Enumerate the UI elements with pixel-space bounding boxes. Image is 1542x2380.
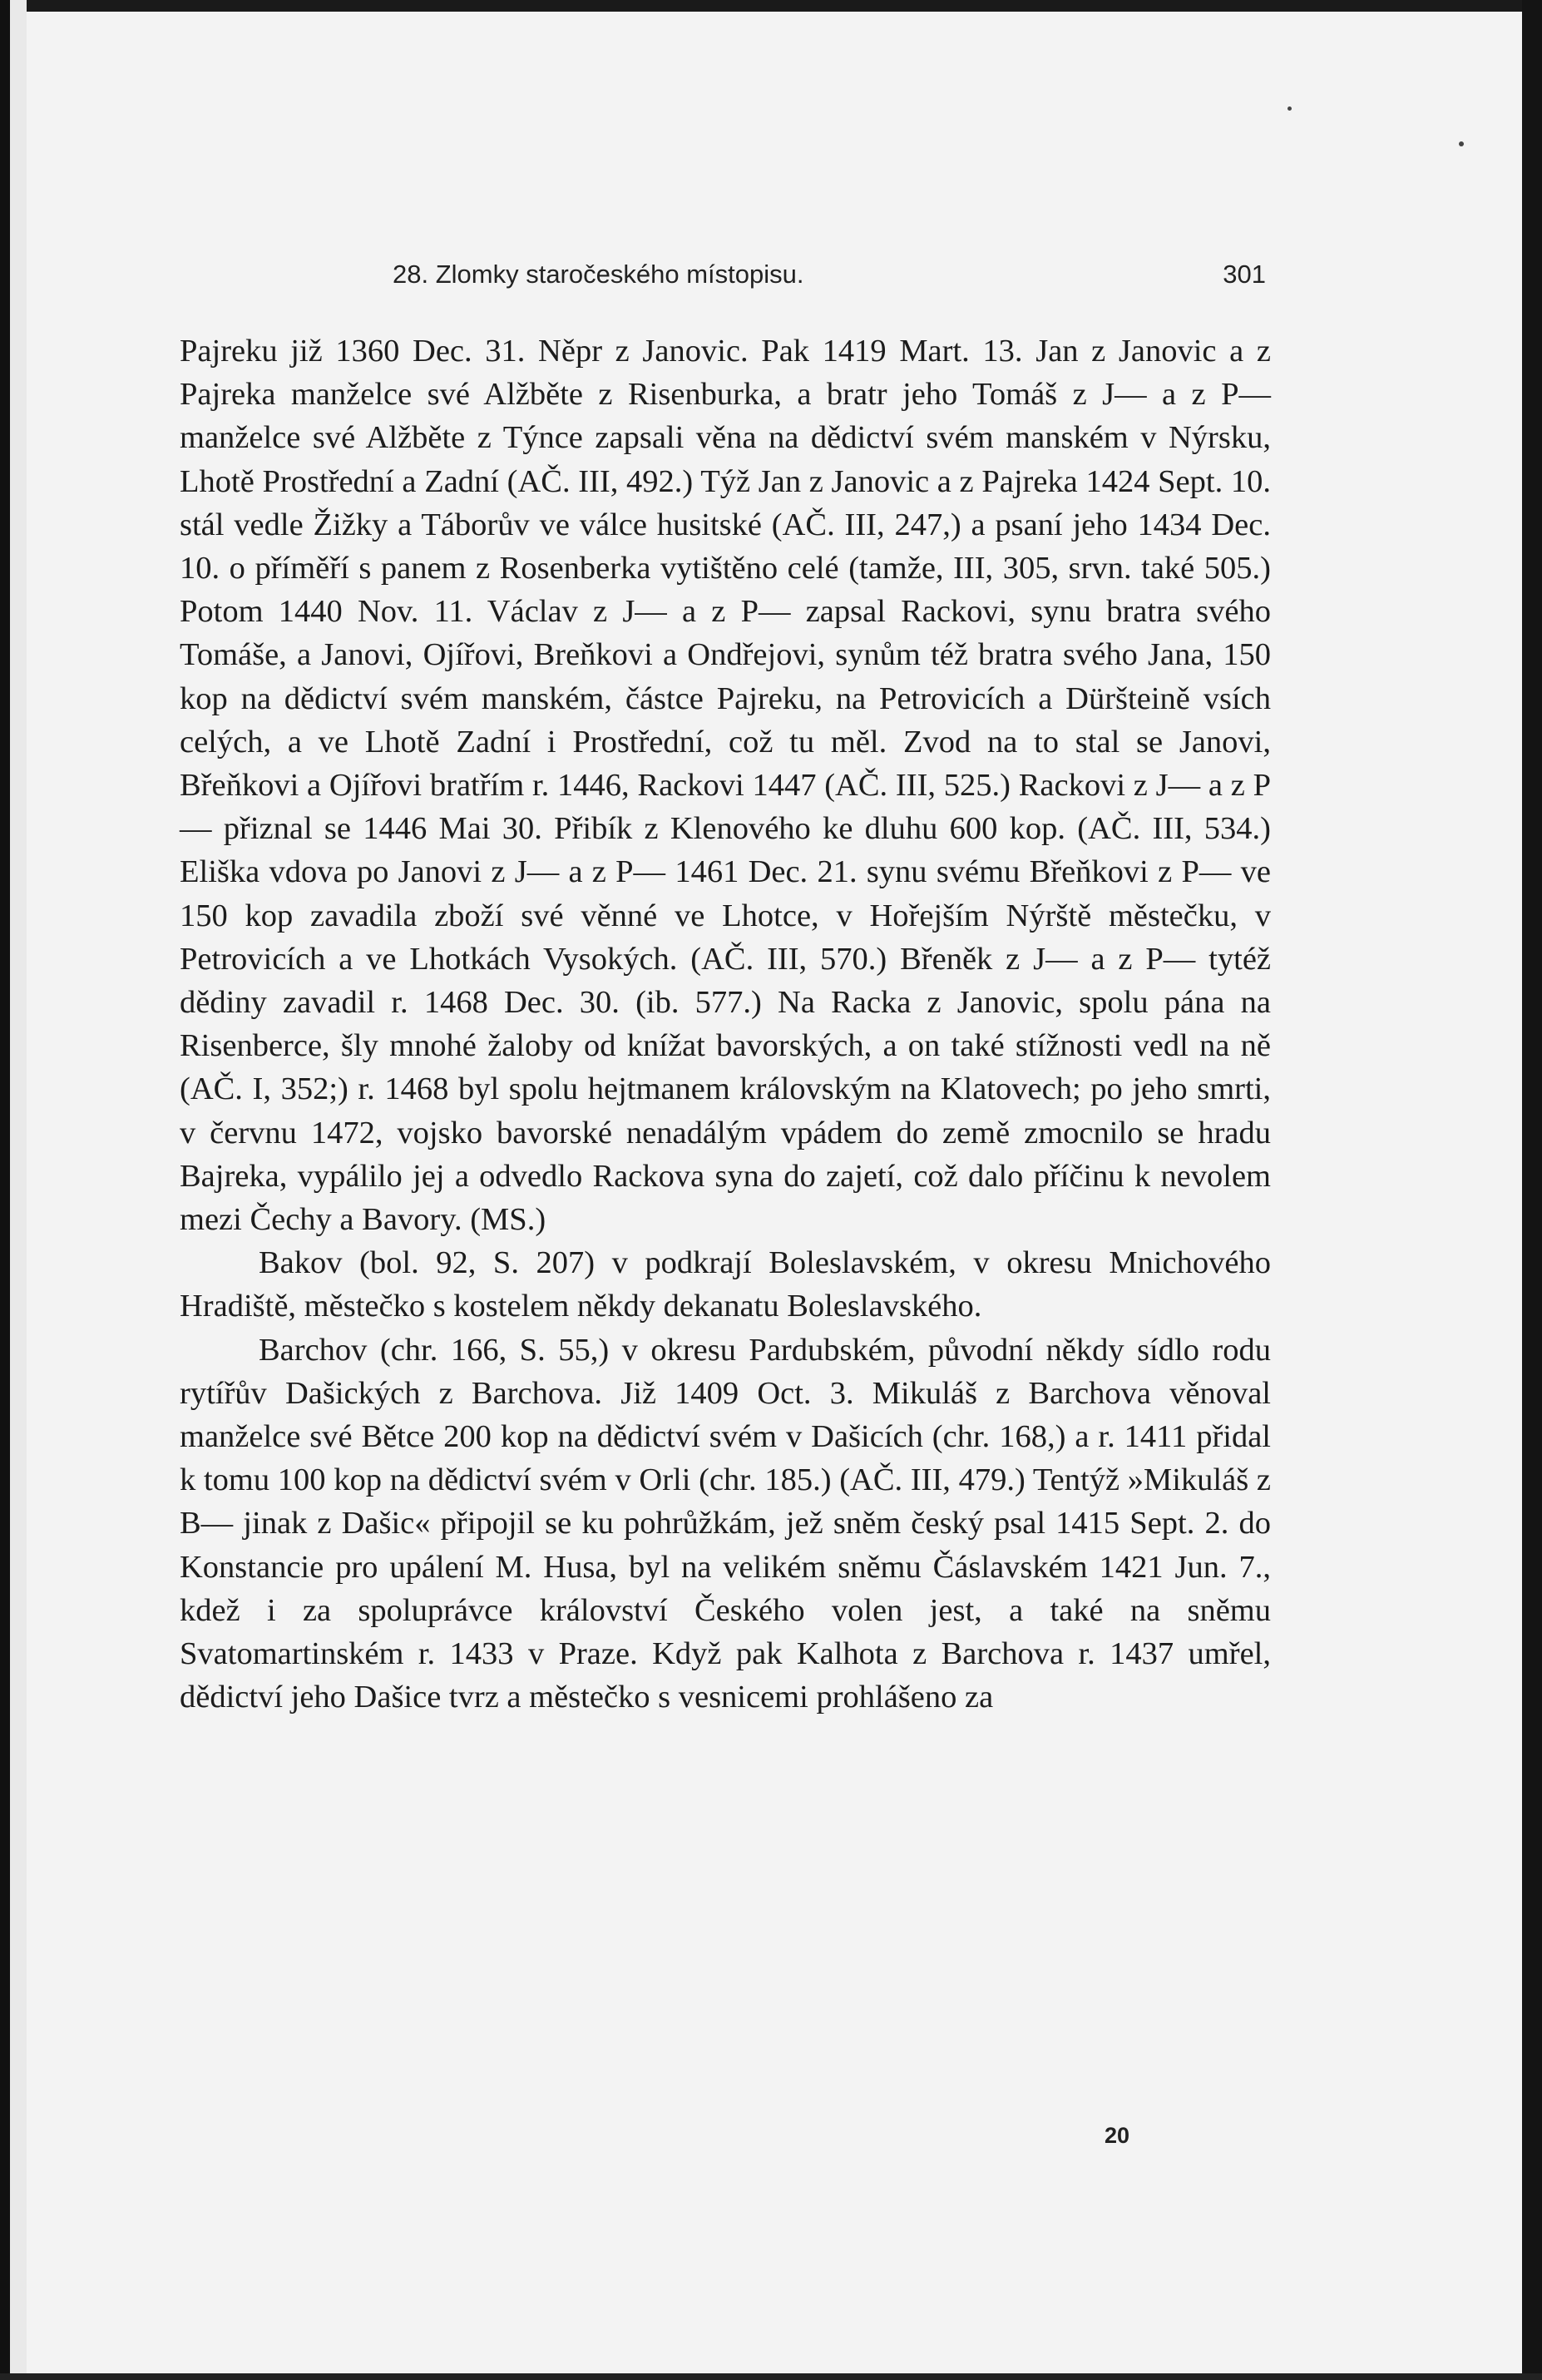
running-title: 28. Zlomky staročeského místopisu. bbox=[393, 260, 804, 289]
body-text bbox=[180, 329, 1271, 1719]
page-number: 301 bbox=[1223, 260, 1266, 289]
scan-gutter-left bbox=[10, 0, 27, 2380]
paragraph-barchov: Barchov (chr. 166, S. 55,) v okresu Pardubském, původní někdy sídlo rodu rytířův Dašických z Barchova. Již 1409 Oct. 3. Mikuláš z Barchova věnoval manželce své Bětce 200 kop na dědictví svém v Dašicích (chr. 168,) a r. 1411 přidal k tomu 100 kop na dědictví svém v Orli (chr. 185.) (AČ. III, 479.) Tentýž »Mikuláš z B— jinak z Dašic« připojil se ku pohrůžkám, jež sněm český psal 1415 Sept. 2. do Konstancie pro upálení M. Husa, byl na velikém sněmu Čáslavském 1421 Jun. 7., kdež i za spoluprávce království Českého volen jest, a také na sněmu Svatomartinském r. 1433 v Praze. Když pak Kalhota z Barchova r. 1437 umřel, dědictví jeho Dašice tvrz a městečko s vesnicemi prohlášeno za bbox=[180, 1332, 1271, 1715]
scan-border-right bbox=[1522, 0, 1542, 2380]
scan-border-top bbox=[0, 0, 1542, 12]
scan-border-bottom bbox=[0, 2373, 1542, 2380]
scan-border-left bbox=[0, 0, 10, 2380]
paragraph-pajrek: Pajreku již 1360 Dec. 31. Něpr z Janovic. Pak 1419 Mart. 13. Jan z Janovic a z Pajreka manželce své Alžběte z Risenburka, a bratr jeho Tomáš z J— a z P— manželce své Alžběte z Týnce zapsali věna na dědictví svém manském v Nýrsku, Lhotě Prostřední a Zadní (AČ. III, 492.) Týž Jan z Janovic a z Pajreka 1424 Sept. 10. stál vedle Žižky a Táborův ve válce husitské (AČ. III, 247,) a psaní jeho 1434 Dec. 10. o příměří s panem z Rosenberka vytištěno celé (tamže, III, 305, srvn. také 505.) Potom 1440 Nov. 11. Václav z J— a z P— zapsal Rackovi, synu bratra svého Tomáše, a Janovi, Ojířovi, Breňkovi a Ondřejovi, synům též bratra svého Jana, 150 kop na dědictví svém manském, částce Pajreku, na Petrovicích a Düršteině vsích celých, a ve Lhotě Zadní i Prostřední, což tu měl. Zvod na to stal se Janovi, Břeňkovi a Ojířovi bratřím r. 1446, Rackovi 1447 (AČ. III, 525.) Rackovi z J— a z P— přiznal se 1446 Mai 30. Přibík z Klenového ke dluhu 600 kop. (AČ. III, 534.) Eliška vdova po Janovi z J— a z P— 1461 Dec. 21. synu svému Břeňkovi z P— ve 150 kop zavadila zboží své věnné ve Lhotce, v Hořejším Nýrště městečku, v Petrovicích a ve Lhotkách Vysokých. (AČ. III, 570.) Břeněk z J— a z P— tytéž dědiny zavadil r. 1468 Dec. 30. (ib. 577.) Na Racka z Janovic, spolu pána na Risenberce, šly mnohé žaloby od knížat bavorských, a on také stížnosti vedl na ně (AČ. I, 352;) r. 1468 byl spolu hejtmanem královským na Klatovech; po jeho smrti, v červnu 1472, vojsko bavorské nenadálým vpádem do země zmocnilo se hradu Bajreka, vypálilo jej a odvedlo Rackova syna do zajetí, což dalo příčinu k nevolem mezi Čechy a Bavory. (MS.) bbox=[180, 334, 1271, 1238]
scan-speck bbox=[1459, 141, 1464, 146]
printer-signature: 20 bbox=[1105, 2123, 1130, 2148]
running-header bbox=[393, 260, 1266, 293]
paragraph-bakov: Bakov (bol. 92, S. 207) v podkrají Boleslavském, v okresu Mnichového Hradiště, městečko s kostelem někdy dekanatu Boleslavského. bbox=[180, 1245, 1271, 1324]
scan-speck bbox=[1287, 106, 1292, 111]
